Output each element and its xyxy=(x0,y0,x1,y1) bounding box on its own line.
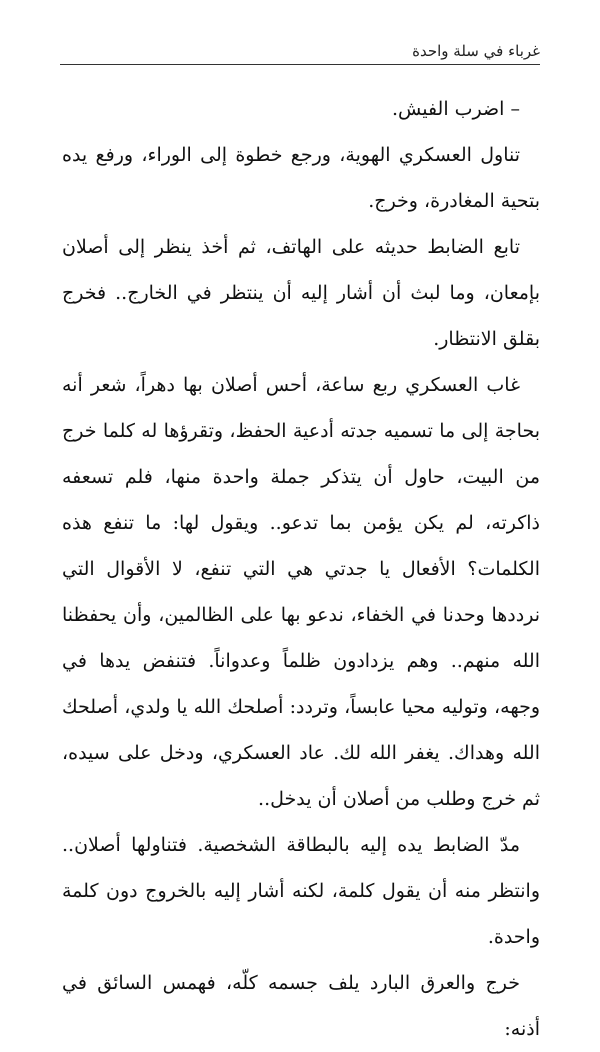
paragraph: غاب العسكري ربع ساعة، أحس أصلان بها دهراً، شعر أنه بحاجة إلى ما تسميه جدته أدعية الحفظ، وتقرؤها له كلما خرج من البيت، حاول أن يتذكر جملة واحدة منها، فلم تسعفه ذاكرته، لم يكن يؤمن بما تدعو.. ويقول لها: ما تنفع هذه الكلمات؟ الأفعال يا جدتي هي التي تنفع، لا الأقوال التي نرددها وحدنا في الخفاء، ندعو بها على الظالمين، وأن يحفظنا الله منهم.. وهم يزدادون ظلماً وعدواناً. فتنفض يدها في وجهه، وتوليه محيا عابساً، وتردد: أصلحك الله يا ولدي، أصلحك الله وهداك. يغفر الله لك. عاد العسكري، ودخل على سيده، ثم خرج وطلب من أصلان أن يدخل.. xyxy=(62,374,540,810)
header-divider xyxy=(60,64,540,65)
running-header: غرباء في سلة واحدة xyxy=(412,42,540,60)
paragraph: تابع الضابط حديثه على الهاتف، ثم أخذ ينظر إلى أصلان بإمعان، وما لبث أن أشار إليه أن ينتظر في الخارج.. فخرج بقلق الانتظار. xyxy=(62,236,540,350)
paragraph: – اضرب الفيش. xyxy=(391,98,520,120)
paragraph: خرج والعرق البارد يلف جسمه كلّه، فهمس السائق في أذنه: xyxy=(62,972,540,1040)
paragraph: تناول العسكري الهوية، ورجع خطوة إلى الوراء، ورفع يده بتحية المغادرة، وخرج. xyxy=(62,144,540,212)
paragraph: مدّ الضابط يده إليه بالبطاقة الشخصية. فتناولها أصلان.. وانتظر منه أن يقول كلمة، لكنه أشار إليه بالخروج دون كلمة واحدة. xyxy=(62,834,540,948)
body-text xyxy=(62,86,540,1052)
